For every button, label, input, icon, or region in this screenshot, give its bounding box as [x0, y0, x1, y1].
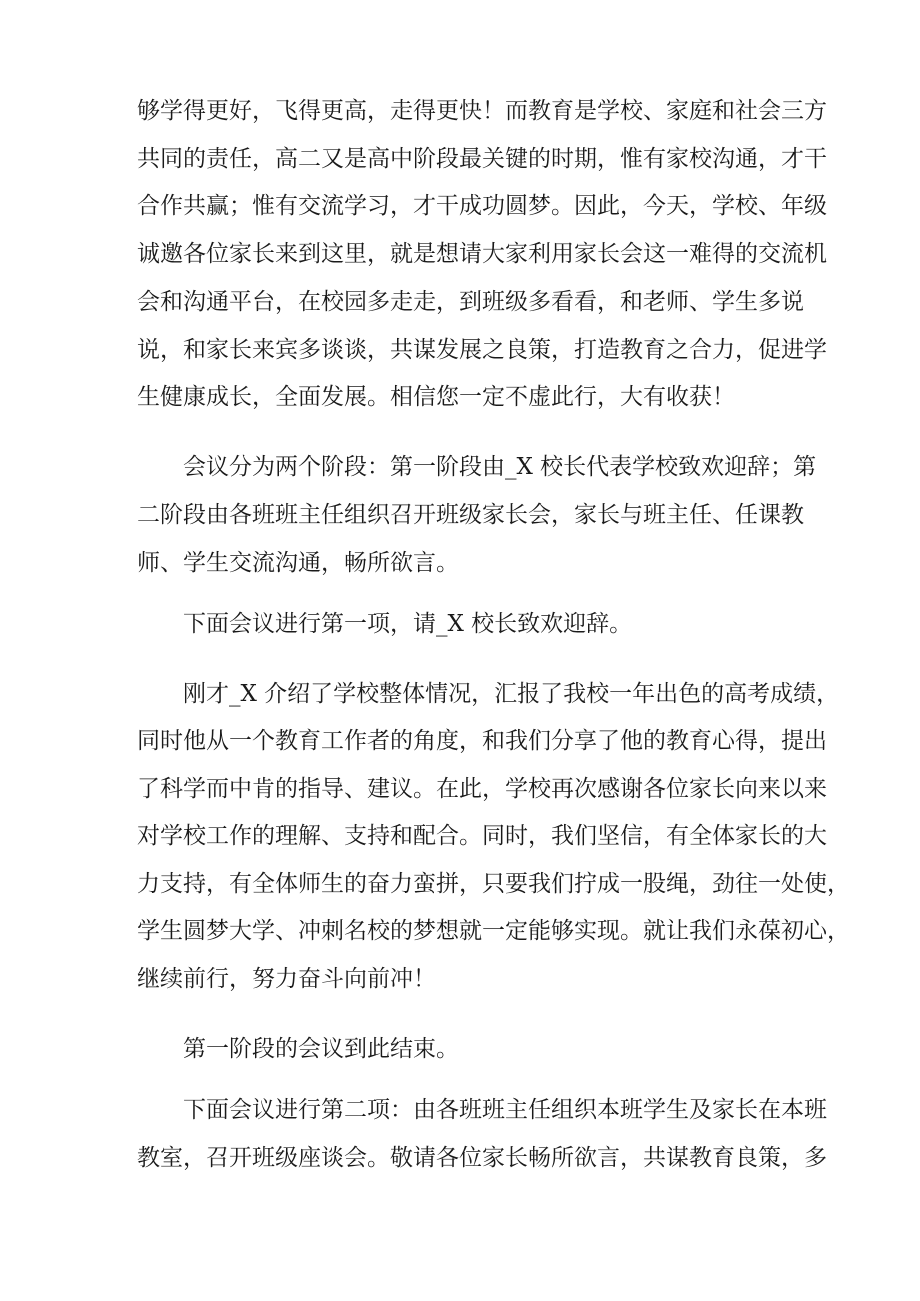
- text-line: 刚才_X 介绍了学校整体情况，汇报了我校一年出色的高考成绩，: [183, 681, 840, 707]
- text-line: 教室，召开班级座谈会。敬请各位家长畅所欲言，共谋教育良策，多: [137, 1145, 827, 1171]
- text-line: 同时他从一个教育工作者的角度，和我们分享了他的教育心得，提出: [137, 728, 827, 754]
- text-line: 对学校工作的理解、支持和配合。同时，我们坚信，有全体家长的大: [137, 823, 827, 849]
- text-line: 会和沟通平台，在校园多走走，到班级多看看，和老师、学生多说: [137, 289, 804, 315]
- text-line: 了科学而中肯的指导、建议。在此，学校再次感谢各位家长向来以来: [137, 776, 827, 802]
- text-line: 下面会议进行第一项，请_X 校长致欢迎辞。: [183, 611, 633, 637]
- text-line: 说，和家长来宾多谈谈，共谋发展之良策，打造教育之合力，促进学: [137, 337, 827, 363]
- text-line: 下面会议进行第二项：由各班班主任组织本班学生及家长在本班: [183, 1097, 827, 1123]
- text-line: 诚邀各位家长来到这里，就是想请大家利用家长会这一难得的交流机: [137, 241, 827, 267]
- text-line: 继续前行，努力奋斗向前冲！: [137, 966, 436, 992]
- text-line: 力支持，有全体师生的奋力蛮拼，只要我们拧成一股绳，劲往一处使，: [137, 871, 850, 897]
- text-line: 合作共赢；惟有交流学习，才干成功圆梦。因此，今天，学校、年级: [137, 193, 827, 219]
- text-line: 第一阶段的会议到此结束。: [183, 1036, 459, 1062]
- text-line: 够学得更好，飞得更高，走得更快！而教育是学校、家庭和社会三方: [137, 98, 827, 124]
- text-line: 生健康成长，全面发展。相信您一定不虚此行，大有收获！: [137, 384, 735, 410]
- text-line: 共同的责任，高二又是高中阶段最关键的时期，惟有家校沟通，才干: [137, 146, 827, 172]
- text-line: 师、学生交流沟通，畅所欲言。: [137, 550, 459, 576]
- text-line: 二阶段由各班班主任组织召开班级家长会，家长与班主任、任课教: [137, 502, 804, 528]
- text-line: 会议分为两个阶段：第一阶段由_X 校长代表学校致欢迎辞；第: [183, 454, 817, 480]
- text-line: 学生圆梦大学、冲刺名校的梦想就一定能够实现。就让我们永葆初心，: [137, 918, 850, 944]
